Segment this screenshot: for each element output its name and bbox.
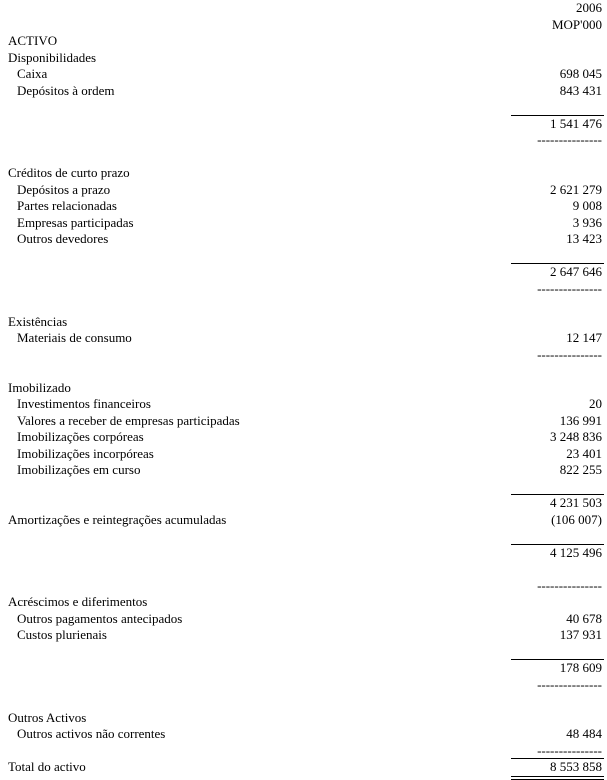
separator-row [0, 347, 607, 364]
line-item-label: ACTIVO [8, 33, 58, 48]
amount: 178 609 [559, 660, 602, 675]
amount: 698 045 [559, 66, 602, 81]
line-item [0, 215, 607, 232]
line-item-label: Outros devedores [17, 231, 109, 246]
amount: 4 125 496 [550, 544, 602, 560]
line-item [0, 380, 607, 397]
statement-rows [0, 33, 607, 776]
subtotal-row [0, 545, 607, 562]
subtotal-row [0, 264, 607, 281]
blank-row [0, 248, 607, 265]
blank-row [0, 644, 607, 661]
line-item-label: Existências [8, 313, 68, 329]
line-item-label: Empresas participadas [17, 214, 134, 230]
amount: 4 231 503 [550, 495, 602, 510]
line-item [0, 66, 607, 83]
line-item [0, 512, 607, 529]
line-item [0, 462, 607, 479]
line-item [0, 611, 607, 628]
header-year-row [0, 0, 607, 17]
amount: 20 [589, 396, 602, 411]
amount: 2 621 279 [550, 181, 602, 197]
line-item [0, 83, 607, 100]
blank-row [0, 297, 607, 314]
header-unit-row [0, 17, 607, 34]
line-item [0, 627, 607, 644]
amount: 8 553 858 [550, 759, 602, 774]
line-item [0, 429, 607, 446]
line-item-label: Acréscimos e diferimentos [8, 594, 148, 609]
dashed-separator: --------------- [537, 676, 602, 692]
blank-row [0, 363, 607, 380]
line-item-label: Partes relacionadas [17, 198, 117, 213]
line-item-label: Imobilizações em curso [17, 462, 141, 477]
line-item-label: Materiais de consumo [17, 330, 132, 345]
amount: 137 931 [559, 627, 602, 642]
separator-row [0, 281, 607, 298]
line-item-label: Depósitos à ordem [17, 82, 115, 98]
amount: 40 678 [566, 610, 602, 626]
blank-row [0, 693, 607, 710]
line-item [0, 314, 607, 331]
line-item [0, 413, 607, 430]
line-item-label: Depósitos a prazo [17, 181, 111, 197]
line-item [0, 759, 607, 776]
amount: 9 008 [572, 198, 602, 213]
line-item-label: Amortizações e reintegrações acumuladas [8, 511, 227, 527]
line-item [0, 182, 607, 199]
line-item-label: Custos plurienais [17, 627, 107, 642]
subtotal-row [0, 116, 607, 133]
dashed-separator: --------------- [537, 132, 602, 147]
amount: 3 248 836 [550, 429, 602, 444]
line-item [0, 33, 607, 50]
amount: 3 936 [572, 214, 602, 230]
line-item [0, 198, 607, 215]
amount: 1 541 476 [550, 115, 602, 131]
line-item [0, 726, 607, 743]
subtotal-row [0, 495, 607, 512]
amount: (106 007) [551, 511, 602, 527]
separator-row [0, 578, 607, 595]
line-item [0, 710, 607, 727]
line-item-label: Valores a receber de empresas participadas [17, 412, 240, 428]
line-item-label: Investimentos financeiros [17, 396, 151, 411]
blank-row [0, 99, 607, 116]
line-item-label: Caixa [17, 66, 48, 81]
subtotal-row [0, 660, 607, 677]
amount: 12 147 [566, 330, 602, 345]
blank-row [0, 528, 607, 545]
line-item-label: Imobilizado [8, 379, 71, 395]
amount: 2 647 646 [550, 264, 602, 279]
dashed-separator: --------------- [537, 346, 602, 362]
line-item [0, 594, 607, 611]
line-item-label: Créditos de curto prazo [8, 165, 130, 180]
line-item-label: Imobilizações corpóreas [17, 429, 144, 444]
line-item [0, 231, 607, 248]
dashed-separator: --------------- [537, 280, 602, 296]
blank-row [0, 561, 607, 578]
line-item [0, 50, 607, 67]
amount: 843 431 [559, 82, 602, 98]
amount: 822 255 [559, 462, 602, 477]
column-unit: MOP'000 [551, 16, 602, 32]
line-item [0, 396, 607, 413]
line-item-label: Outros Activos [8, 709, 87, 725]
line-item-label: Disponibilidades [8, 49, 97, 65]
separator-row [0, 743, 607, 760]
blank-row [0, 479, 607, 496]
line-item [0, 330, 607, 347]
line-item-label: Outros activos não correntes [17, 726, 166, 741]
line-item [0, 446, 607, 463]
separator-row [0, 677, 607, 694]
dashed-separator: --------------- [537, 577, 602, 593]
amount: 13 423 [566, 231, 602, 246]
line-item-label: Outros pagamentos antecipados [17, 610, 183, 626]
line-item-label: Imobilizações incorpóreas [17, 445, 154, 461]
line-item [0, 165, 607, 182]
amount: 48 484 [566, 726, 602, 741]
total-double-rule [511, 776, 604, 780]
blank-row [0, 149, 607, 166]
column-year: 2006 [576, 0, 602, 15]
line-item-label: Total do activo [8, 759, 86, 774]
dashed-separator: --------------- [537, 742, 602, 758]
amount: 136 991 [559, 412, 602, 428]
separator-row [0, 132, 607, 149]
amount: 23 401 [566, 445, 602, 461]
